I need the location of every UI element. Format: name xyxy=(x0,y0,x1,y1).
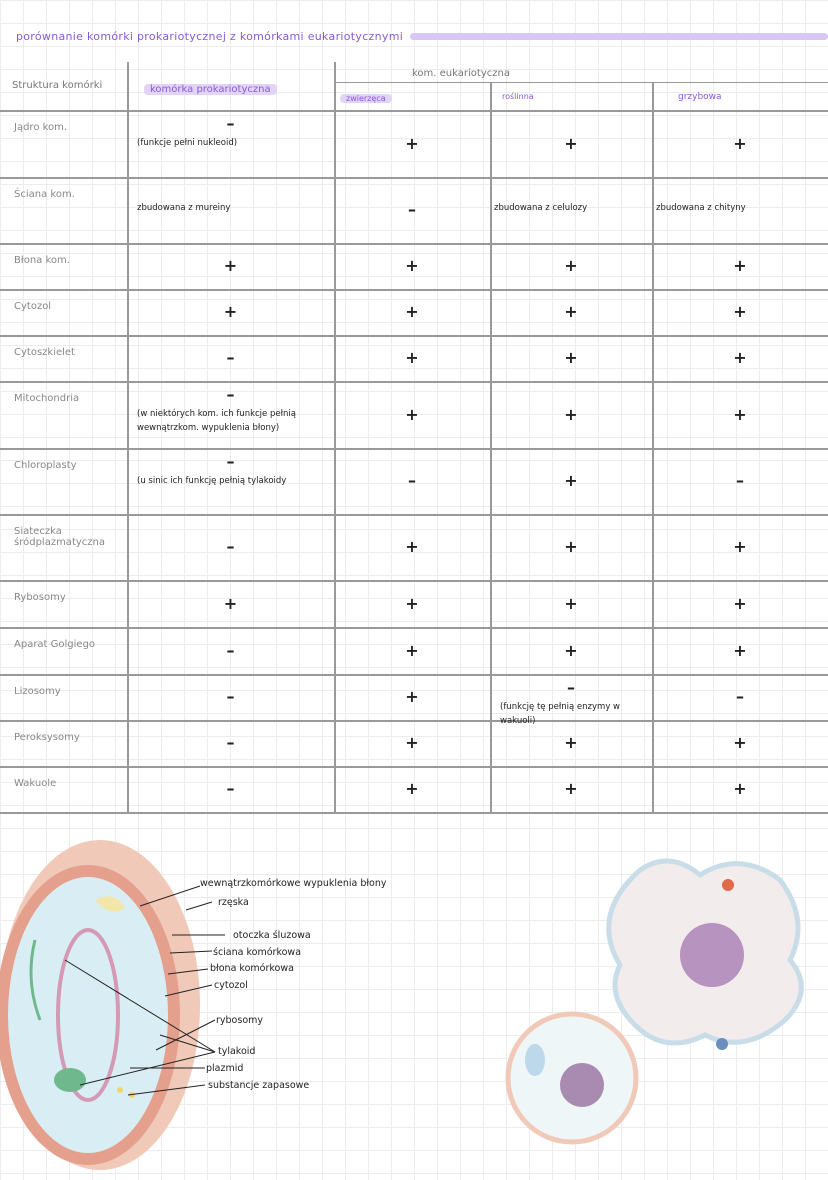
plant-cell-organelle xyxy=(525,1044,545,1076)
cell-animal xyxy=(338,680,486,705)
row-divider xyxy=(0,674,828,676)
present-mark: + xyxy=(405,404,419,424)
cell-text: zbudowana z celulozy xyxy=(494,203,588,213)
cell-plant xyxy=(494,295,648,320)
row-label: Peroksysomy xyxy=(14,732,80,743)
present-mark: + xyxy=(405,256,419,275)
cell-note: (w niektórych kom. ich funkcje pełnią wewnątrzkom. wypuklenia błony) xyxy=(137,409,296,433)
cell-note: (funkcje pełni nukleoid) xyxy=(137,138,238,148)
present-mark: + xyxy=(733,348,747,367)
cell-prok xyxy=(131,772,330,797)
present-mark: + xyxy=(564,779,578,798)
cell-note: zbudowana z mureiny xyxy=(137,203,231,213)
row-divider xyxy=(0,177,828,179)
absent-mark: – xyxy=(567,678,575,697)
row-label: Siateczka śródplazmatyczna xyxy=(14,526,105,548)
cell-animal xyxy=(338,454,486,489)
cell-diagrams xyxy=(0,820,828,1180)
diagram-label: substancje zapasowe xyxy=(208,1080,310,1091)
prokaryotic-cell-diagram xyxy=(0,840,225,1170)
row-divider xyxy=(0,812,828,814)
diagram-label: wewnątrzkomórkowe wypuklenia błony xyxy=(200,878,387,889)
absent-mark: – xyxy=(736,471,744,490)
present-mark: + xyxy=(733,779,747,798)
present-mark: + xyxy=(733,640,747,660)
page-title: porównanie komórki prokariotycznej z komórkami eukariotycznymi xyxy=(16,30,404,43)
cell-fungal xyxy=(656,116,824,152)
row-label: Chloroplasty xyxy=(14,460,77,471)
divider xyxy=(0,110,828,112)
cell-animal xyxy=(338,249,486,274)
header-animal: zwierzęca xyxy=(340,94,392,103)
cell-plant xyxy=(494,633,648,659)
present-mark: + xyxy=(733,537,747,556)
present-mark: + xyxy=(405,640,419,660)
cell-note: (u sinic ich funkcję pełnią tylakoidy xyxy=(137,476,287,486)
row-label: Cytozol xyxy=(14,301,52,312)
cell-animal xyxy=(338,726,486,751)
diagram-label: rzęska xyxy=(218,897,249,908)
present-mark: + xyxy=(564,404,578,424)
row-divider xyxy=(0,335,828,337)
animal-cell-nucleus xyxy=(680,923,744,987)
header-plant: roślinna xyxy=(502,92,534,101)
title-underline xyxy=(410,33,828,40)
diagram-label: cytozol xyxy=(214,980,248,991)
cell-fungal xyxy=(656,341,824,366)
present-mark: + xyxy=(405,687,419,706)
cell-prok xyxy=(131,387,330,435)
present-mark: + xyxy=(405,133,419,153)
row-divider xyxy=(0,381,828,383)
present-mark: + xyxy=(564,256,578,275)
cell-plant xyxy=(494,586,648,612)
diagram-label: rybosomy xyxy=(216,1015,264,1026)
absent-mark: – xyxy=(226,114,235,133)
row-label: Rybosomy xyxy=(14,592,66,603)
cell-plant xyxy=(494,454,648,489)
cell-animal xyxy=(338,633,486,659)
cell-plant xyxy=(494,341,648,366)
animal-cell-organelle xyxy=(716,1038,728,1050)
cell-fungal xyxy=(656,183,824,215)
present-mark: + xyxy=(405,348,419,367)
cell-prok xyxy=(131,454,330,488)
present-mark: + xyxy=(405,537,419,556)
cell-animal xyxy=(338,772,486,797)
header-eukaryotic: kom. eukariotyczna xyxy=(412,68,510,79)
cell-prok xyxy=(131,726,330,751)
header-structure: Struktura komórki xyxy=(12,80,103,91)
absent-mark: – xyxy=(226,733,235,752)
row-label: Cytoszkielet xyxy=(14,347,75,358)
cytosol xyxy=(8,877,168,1153)
cell-prok xyxy=(131,183,330,215)
present-mark: + xyxy=(564,640,578,660)
row-label: Ściana kom. xyxy=(14,189,75,200)
absent-mark: – xyxy=(408,471,416,490)
present-mark: + xyxy=(564,593,578,613)
diagram-label: ściana komórkowa xyxy=(213,947,302,958)
cell-animal xyxy=(338,586,486,612)
row-label: Lizosomy xyxy=(14,686,61,697)
cell-animal xyxy=(338,341,486,366)
cell-prok xyxy=(131,116,330,150)
header-fungal: grzybowa xyxy=(678,92,722,102)
cell-fungal xyxy=(656,387,824,423)
cell-plant xyxy=(494,387,648,423)
present-mark: + xyxy=(733,302,747,321)
present-mark: + xyxy=(223,593,238,613)
diagram-label: plazmid xyxy=(206,1063,244,1074)
present-mark: + xyxy=(405,302,419,321)
cell-prok xyxy=(131,633,330,659)
absent-mark: – xyxy=(226,687,235,706)
absent-mark: – xyxy=(408,200,416,219)
plant-cell-diagram xyxy=(508,1014,636,1142)
cell-note: (funkcję tę pełnią enzymy w wakuoli) xyxy=(500,702,621,726)
present-mark: + xyxy=(564,537,578,556)
storage-granule xyxy=(117,1087,123,1093)
absent-mark: – xyxy=(736,687,744,706)
row-label: Jądro kom. xyxy=(14,122,68,133)
animal-cell-organelle xyxy=(722,879,734,891)
absent-mark: – xyxy=(226,640,235,660)
cell-plant xyxy=(494,726,648,751)
cell-text: zbudowana z chityny xyxy=(656,203,746,213)
cell-prok xyxy=(131,680,330,705)
present-mark: + xyxy=(733,733,747,752)
cell-plant xyxy=(494,520,648,555)
present-mark: + xyxy=(223,256,238,275)
row-divider xyxy=(0,580,828,582)
row-label: Błona kom. xyxy=(14,255,70,266)
cell-fungal xyxy=(656,586,824,612)
cell-fungal xyxy=(656,726,824,751)
present-mark: + xyxy=(733,404,747,424)
row-divider xyxy=(0,448,828,450)
cell-animal xyxy=(338,387,486,423)
present-mark: + xyxy=(564,133,578,153)
absent-mark: – xyxy=(226,537,235,556)
cell-plant xyxy=(494,249,648,274)
cell-animal xyxy=(338,116,486,152)
absent-mark: – xyxy=(226,779,235,798)
cell-prok xyxy=(131,341,330,366)
cell-prok xyxy=(131,295,330,320)
present-mark: + xyxy=(405,779,419,798)
divider xyxy=(334,62,336,812)
present-mark: + xyxy=(564,471,578,490)
present-mark: + xyxy=(733,256,747,275)
present-mark: + xyxy=(564,302,578,321)
cell-fungal xyxy=(656,295,824,320)
cell-plant xyxy=(494,772,648,797)
row-divider xyxy=(0,243,828,245)
cell-fungal xyxy=(656,249,824,274)
row-divider xyxy=(0,514,828,516)
row-divider xyxy=(0,289,828,291)
diagram-label: błona komórkowa xyxy=(210,963,294,974)
cell-plant xyxy=(494,116,648,152)
cell-plant xyxy=(494,680,648,728)
cell-plant xyxy=(494,183,648,215)
divider xyxy=(334,82,828,83)
absent-mark: – xyxy=(226,452,235,471)
row-label: Wakuole xyxy=(14,778,57,789)
absent-mark: – xyxy=(226,348,235,367)
present-mark: + xyxy=(564,348,578,367)
present-mark: + xyxy=(733,133,747,153)
cell-fungal xyxy=(656,772,824,797)
present-mark: + xyxy=(405,733,419,752)
row-label: Mitochondria xyxy=(14,393,80,404)
cell-prok xyxy=(131,249,330,274)
present-mark: + xyxy=(223,302,238,321)
row-divider xyxy=(0,627,828,629)
cell-fungal xyxy=(656,454,824,489)
cell-fungal xyxy=(656,633,824,659)
header-prokaryotic: komórka prokariotyczna xyxy=(144,84,277,95)
row-label: Aparat Golgiego xyxy=(14,639,96,650)
cell-animal xyxy=(338,183,486,218)
divider xyxy=(127,62,129,812)
diagram-label: otoczka śluzowa xyxy=(233,930,311,941)
cell-prok xyxy=(131,586,330,612)
cell-fungal xyxy=(656,680,824,705)
present-mark: + xyxy=(733,593,747,613)
cell-fungal xyxy=(656,520,824,555)
cell-animal xyxy=(338,295,486,320)
plant-cell-nucleus xyxy=(560,1063,604,1107)
cell-animal xyxy=(338,520,486,555)
row-divider xyxy=(0,766,828,768)
cell-prok xyxy=(131,520,330,555)
animal-cell-diagram xyxy=(609,861,802,1050)
diagram-label: tylakoid xyxy=(218,1046,256,1057)
present-mark: + xyxy=(564,733,578,752)
thylakoid xyxy=(54,1068,86,1092)
absent-mark: – xyxy=(226,385,235,404)
present-mark: + xyxy=(405,593,419,613)
row-divider xyxy=(0,720,828,722)
